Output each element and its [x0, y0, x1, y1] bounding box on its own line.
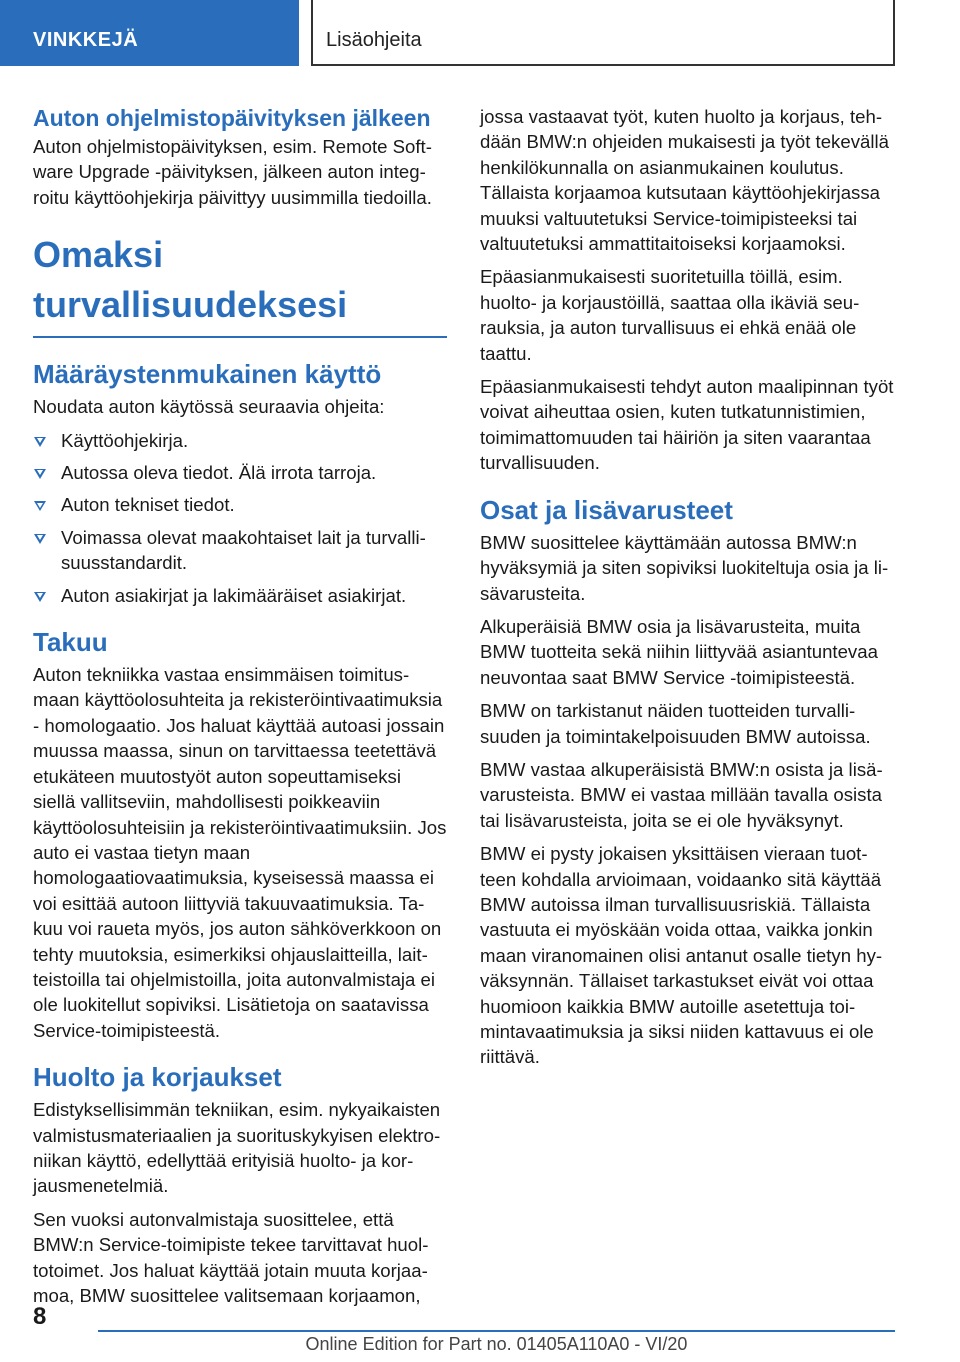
parts-paragraph: BMW suosittelee käyttämään autossa BMW:n hyväksymiä ja siten sopiviksi luokiteltuja osia ja lisävarusteita. [480, 531, 889, 604]
service-paragraph: Edistyksellisimmän tekniikan, esim. nykyaikaisten valmistusmateriaalien ja suorituskykyisen elektroniikan käyttö, edellyttää erityisiä huolto- ja korjausmenetelmiä. [33, 1099, 441, 1197]
list-item [33, 583, 447, 608]
list-item [33, 492, 447, 517]
service-cont-paragraph: Epäasianmukaisesti suoritetuilla töillä, esim. huolto- ja korjaustöillä, saattaa olla ikäviä seurauksia, ja auton turvallisuus ei ehkä enää ole taattu. [480, 266, 860, 364]
left-column [33, 104, 447, 1316]
parts-paragraph: BMW on tarkistanut näiden tuotteiden turvallisuuden ja toimintakelpoisuuden BMW autoissa. [480, 700, 871, 747]
safety-title: Omaksi turvallisuudeksesi [33, 230, 447, 338]
proper-use-intro: Noudata auton käytössä seuraavia ohjeita: [33, 396, 385, 418]
list-item [33, 525, 447, 576]
bullet-triangle-icon [34, 534, 46, 544]
proper-use-list [33, 428, 447, 608]
warranty-heading: Takuu [33, 627, 108, 658]
update-text: Auton ohjelmistopäivityksen, esim. Remote Software Upgrade -päivityksen, jälkeen auton integroitu käyttöohjekirja päivittyy uusimmilla tiedoilla. [33, 136, 432, 208]
footer-edition: Online Edition for Part no. 01405A110A0 - VI/20 [305, 1334, 688, 1354]
list-item-text: Voimassa olevat maakohtaiset lait ja turvallisuusstandardit. [61, 526, 426, 574]
parts-paragraph: Alkuperäisiä BMW osia ja lisävarusteita, muita BMW tuotteita sekä niihin liittyvää asiantuntevaa neuvontaa saat BMW Service -toimipisteestä. [480, 615, 878, 688]
chapter-tab: VINKKEJÄ [0, 0, 299, 66]
bullet-triangle-icon [34, 501, 46, 511]
warranty-text: Auton tekniikka vastaa ensimmäisen toimitusmaan käyttöolosuhteita ja rekisteröintivaatimuksia - homologaatio. Jos haluat käyttää autoasi jossain muussa maassa, sinun on tarvittaessa teetettävä etukäteen muutostyöt auton sopeuttamiseksi siellä vallitseviin, mahdollisesti poikkeaviin käyttöolosuhteisiin ja rekisteröintivaatimuksiin. Jos auto ei vastaa tietyn maan homologaatiovaatimuksia, kyseisessä maassa ei voi esittää autoon liittyviä takuuvaatimuksia. Takuu voi raueta myös, jos auton sähköverkkoon on tehty muutoksia, esimerkiksi ohjauslaitteilla, laitteistoilla tai ohjelmistoilla, joita autonvalmistaja ei ole luokitellut sopiviksi. Lisätietoja on saatavissa Service-toimipisteestä. [33, 664, 447, 1041]
footer-divider [98, 1330, 895, 1332]
service-cont-paragraph: Epäasianmukaisesti tehdyt auton maalipinnan työt voivat aiheuttaa osien, kuten tutkatunnistimien, toimimattomuuden tai häiriön ja siten vaarantaa turvallisuuden. [480, 376, 894, 474]
list-item-text: Auton asiakirjat ja lakimääräiset asiakirjat. [61, 584, 407, 606]
proper-use-heading: Määräystenmukainen käyttö [33, 359, 382, 390]
list-item [33, 428, 447, 453]
list-item [33, 460, 447, 485]
update-heading: Auton ohjelmistopäivityksen jälkeen [33, 105, 431, 131]
bullet-triangle-icon [34, 592, 46, 602]
list-item-text: Käyttöohjekirja. [61, 429, 189, 451]
bullet-triangle-icon [34, 469, 46, 479]
list-item-text: Auton tekniset tiedot. [61, 494, 235, 516]
parts-paragraph: BMW vastaa alkuperäisistä BMW:n osista ja lisävarusteista. BMW ei vastaa millään tavalla osista tai lisävarusteista, joita se ei ole hyväksynyt. [480, 758, 883, 831]
page-number: 8 [33, 1303, 47, 1330]
parts-paragraph: BMW ei pysty jokaisen yksittäisen vieraan tuotteen kohdalla arvioimaan, voidaanko sitä käyttää BMW autoissa ilman turvallisuusriskiä. Tällaista vastuuta ei myöskään voida ottaa, vaikka jonkin maan viranomainen olisi antanut osalle tietyn hyväksynnän. Tällaiset tarkastukset eivät voi ottaa huomioon kaikkia BMW autoille asetettuja toimintavaatimuksia ja siksi niiden kattavuus ei ole riittävä. [480, 843, 883, 1068]
section-title: Lisäohjeita [311, 0, 895, 66]
right-column [480, 104, 895, 1078]
service-heading: Huolto ja korjaukset [33, 1062, 282, 1093]
parts-heading: Osat ja lisävarusteet [480, 494, 733, 525]
list-item-text: Autossa oleva tiedot. Älä irrota tarroja. [61, 462, 377, 484]
service-cont-paragraph: jossa vastaavat työt, kuten huolto ja korjaus, tehdään BMW:n ohjeiden mukaisesti ja työt tekevällä henkilökunnalla on asianmukainen koulutus. Tällaista korjaamoa kutsutaan käyttöohjekirjassa muuksi valtuutetuksi Service-toimipisteeksi tai valtuutetuksi ammattitaitoiseksi korjaamoksi. [480, 106, 889, 255]
service-paragraph: Sen vuoksi autonvalmistaja suosittelee, että BMW:n Service-toimipiste tekee tarvittavat huoltotoimet. Jos haluat käyttää jotain muuta korjaamoa, BMW suosittelee valitsemaan korjaamon, [33, 1208, 429, 1306]
bullet-triangle-icon [34, 437, 46, 447]
